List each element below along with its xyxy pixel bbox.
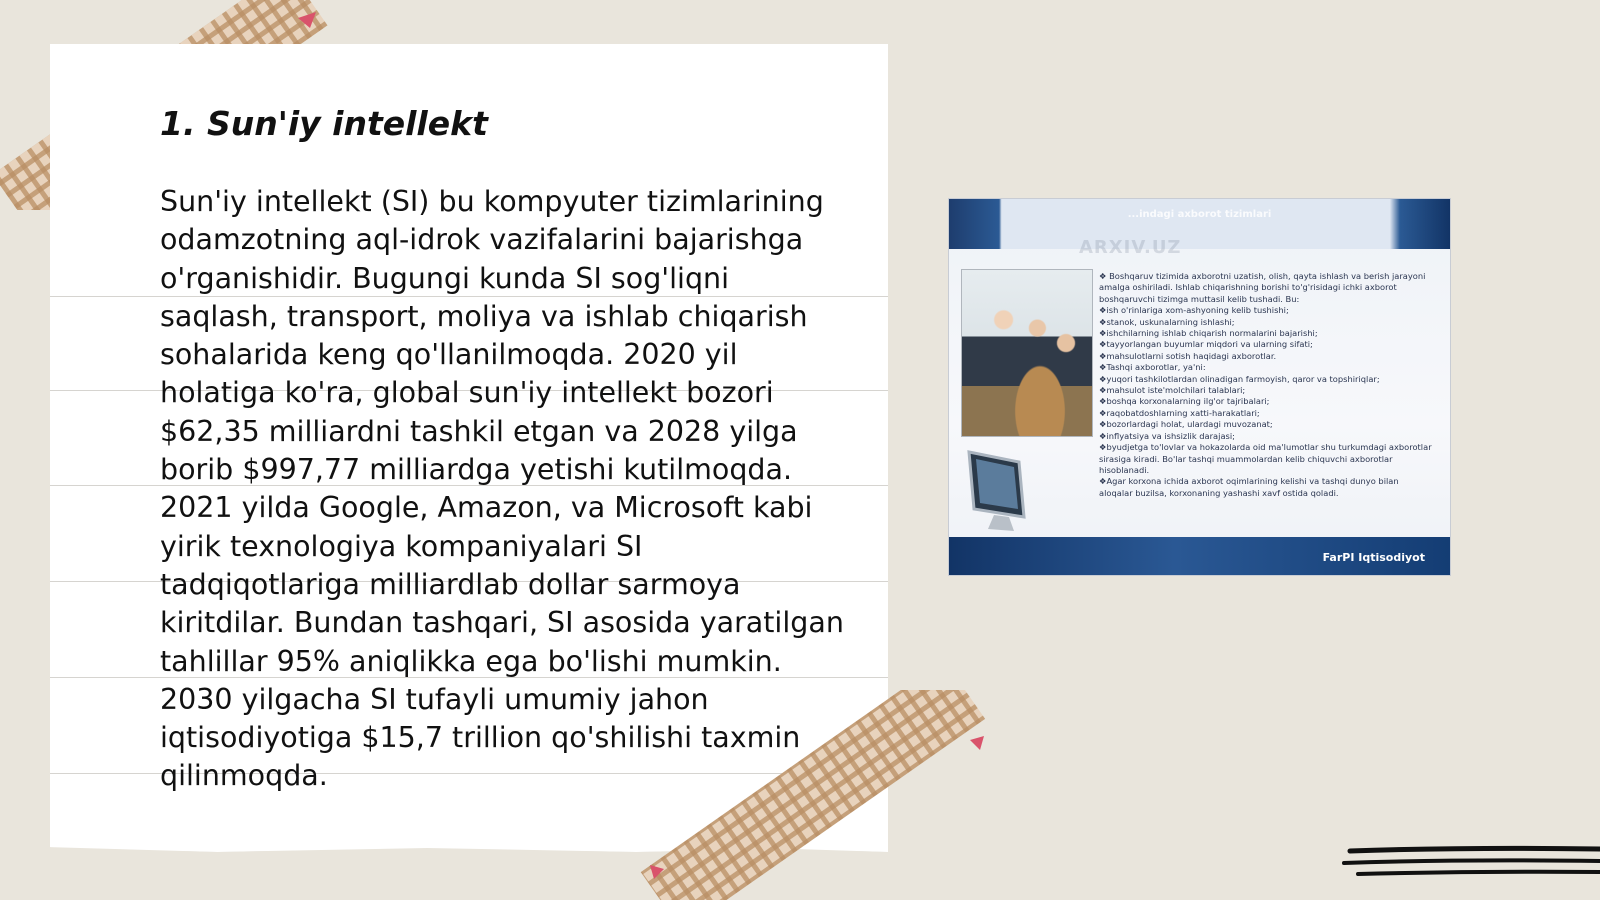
thumbnail-bullet: ❖ Boshqaruv tizimida axborotni uzatish, olish, qayta ishlash va berish jarayoni amalga oshiriladi. Ishlab chiqarishning borishi to'g'risidagi ichki axborot boshqaruvchi tizimga muttasil kelib tushadi. Bu: xyxy=(1099,271,1426,304)
computer-monitor-icon xyxy=(964,447,1044,537)
thumbnail-bullet-list xyxy=(1099,271,1434,499)
thumbnail-bullet: ❖raqobatdoshlarning xatti-harakatlari; xyxy=(1099,407,1260,418)
thumbnail-bullet: ❖byudjetga to'lovlar va hokazolarda oid ma'lumotlar shu turkumdagi axborotlar sirasiga kiradi. Bo'lar tashqi muammolardan kelib chiquvchi axborotlar hisoblanadi. xyxy=(1099,442,1432,475)
thumbnail-footer-text: FarPI Iqtisodiyot xyxy=(1322,551,1425,564)
washi-tape-bottom xyxy=(640,690,1000,900)
thumbnail-bullet: ❖stanok, uskunalarning ishlashi; xyxy=(1099,316,1235,327)
thumbnail-header-text: ...indagi axborot tizimlari xyxy=(1127,209,1272,220)
thumbnail-bullet: ❖tayyorlangan buyumlar miqdori va ularning sifati; xyxy=(1099,339,1313,350)
thumbnail-bullet: ❖mahsulot iste'molchilari talablari; xyxy=(1099,385,1246,396)
thumbnail-bullet: ❖bozorlardagi holat, ulardagi muvozanat; xyxy=(1099,419,1273,430)
office-meeting-photo xyxy=(961,269,1093,437)
thumbnail-bullet: ❖yuqori tashkilotlardan olinadigan farmoyish, qaror va topshiriqlar; xyxy=(1099,373,1380,384)
thumbnail-header-bar xyxy=(949,199,1450,249)
thumbnail-bullet: ❖ish o'rinlariga xom-ashyoning kelib tushishi; xyxy=(1099,305,1289,316)
thumbnail-bullet: ❖Tashqi axborotlar, ya'ni: xyxy=(1099,362,1206,373)
thumbnail-bullet: ❖boshqa korxonalarning ilg'or tajribalari; xyxy=(1099,396,1270,407)
thumbnail-bullet: ❖Agar korxona ichida axborot oqimlarining kelishi va tashqi dunyo bilan aloqalar buzilsa, korxonaning yashashi xavf ostida qoladi. xyxy=(1099,476,1399,498)
thumbnail-bullet: ❖mahsulotlarni sotish haqidagi axborotlar. xyxy=(1099,350,1277,361)
slide-title: 1. Sun'iy intellekt xyxy=(160,104,488,143)
thumbnail-watermark: ARXIV.UZ xyxy=(1079,237,1182,258)
slide-body-text: Sun'iy intellekt (SI) bu kompyuter tizimlarining odamzotning aql-idrok vazifalarini bajarishga o'rganishidir. Bugungi kunda SI sog'liqni saqlash, transport, moliya va ishlab chiqarish sohalarida keng qo'llanilmoqda. 2020 yil holatiga ko'ra, global sun'iy intellekt bozori $62,35 milliardni tashkil etgan va 2028 yilga borib $997,77 milliardga yetishi kutilmoqda. 2021 yilda Google, Amazon, va Microsoft kabi yirik texnologiya kompaniyalari SI tadqiqotlariga milliardlab dollar sarmoya kiritdilar. Bundan tashqari, SI asosida yaratilgan tahlillar 95% aniqlikka ega bo'lishi mumkin. 2030 yilgacha SI tufayli umumiy jahon iqtisodiyotiga $15,7 trillion qo'shilishi taxmin qilinmoqda. xyxy=(160,185,844,793)
embedded-slide-image xyxy=(949,199,1450,575)
decorative-strokes xyxy=(1340,845,1600,885)
thumbnail-bullet: ❖ishchilarning ishlab chiqarish normalarini bajarishi; xyxy=(1099,328,1318,339)
thumbnail-bullet: ❖inflyatsiya va ishsizlik darajasi; xyxy=(1099,430,1235,441)
